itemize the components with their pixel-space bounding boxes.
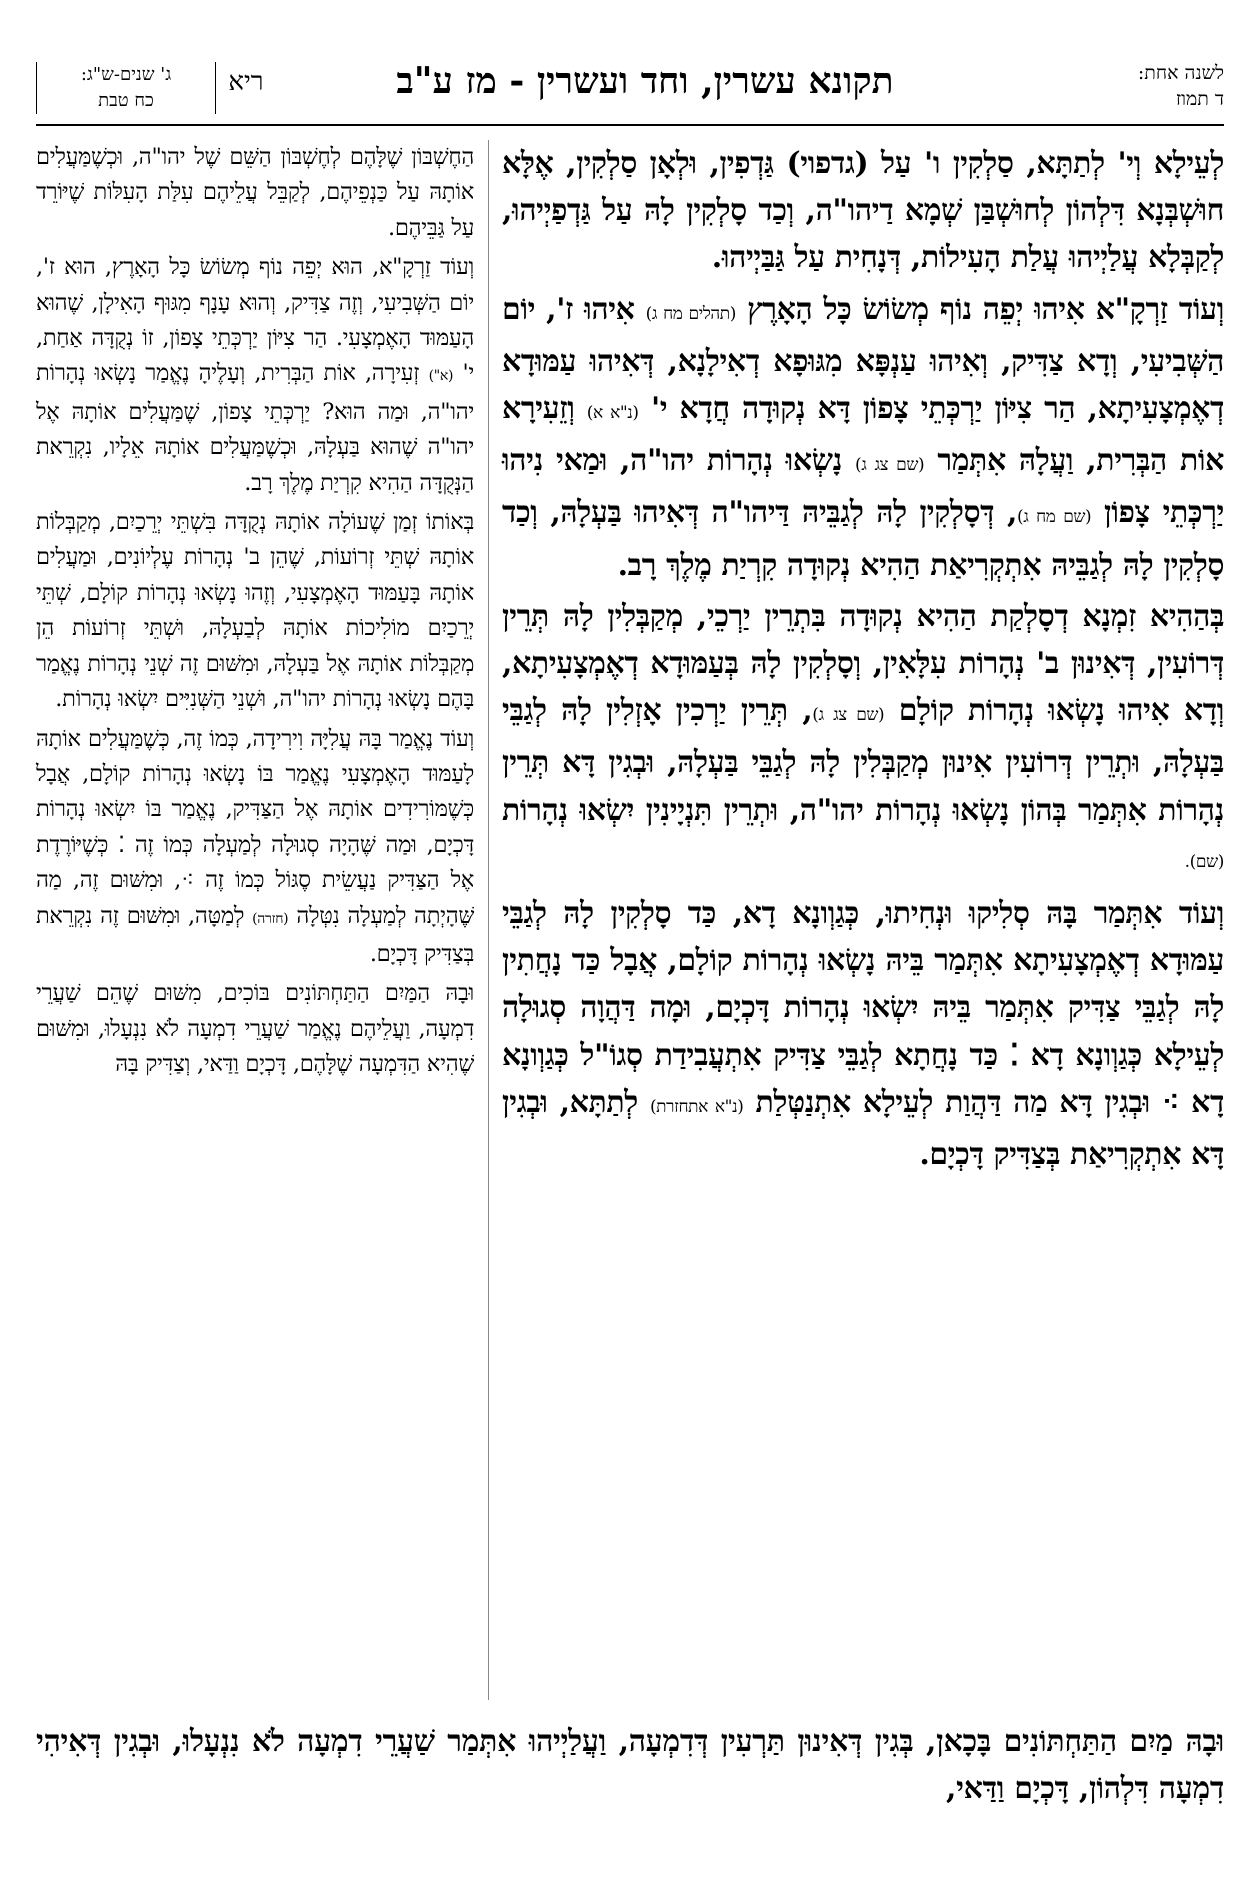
- page-header: [36, 52, 1224, 126]
- daily-schedule-three-years: [36, 62, 216, 114]
- source-reference: (תהלים מח ג): [645, 303, 736, 324]
- side-paragraph-3: בְּאוֹתוֹ זְמַן שֶׁעוֹלָה אוֹתָהּ נְקֻדָּה בִּשְׁתֵּי יְרֵכַיִם, מְקַבְּלוֹת אוֹתָהּ שְׁתֵּי זְרוֹעוֹת, שֶׁהֵן ב' נְהָרוֹת עֶלְיוֹנִים, וּמַעֲלִים אוֹתָהּ בָּעַמּוּד הָאֶמְצָעִי, וְזֶהוּ נָשְׂאוּ נְהָרוֹת קוֹלָם, שְׁתֵּי יְרֵכַיִם מוֹלִיכוֹת אוֹתָהּ לְבַעְלָהּ, וּשְׁתֵּי זְרוֹעוֹת הֵן מְקַבְּלוֹת אוֹתָהּ אֶל בַּעְלָהּ, וּמִשּׁוּם זֶה שְׁנֵי נְהָרוֹת נֶאֱמַר בָּהֶם נָשְׂאוּ נְהָרוֹת יהו"ה, וּשְׁנֵי הַשְּׁנִיִּים יִשְׂאוּ נְהָרוֹת.: [36, 509, 474, 713]
- source-reference: (נ"א אתחזרת): [649, 1096, 744, 1117]
- text-run: נָשְׂאוּ נְהָרוֹת יהו"ה, וּמַאי נִיהוּ יַרְכְּתֵי צָפוֹן: [502, 443, 1224, 531]
- text-run: , תְּרֵין יַרְכִין אָזְלִין לָהּ לְגַבֵּי בַּעְלָהּ, וּתְרֵין דְּרוֹעִין אִינוּן מְקַבְּלִין לָהּ לְגַבֵּי בַּעְלָהּ, וּבְגִין דָּא תְּרֵין נְהָרוֹת אִתְּמַר בְּהוֹן נָשְׂאוּ נְהָרוֹת יהו"ה, וּתְרֵין תִּנְיָינִין יִשְׂאוּ נְהָרוֹת: [502, 693, 1224, 828]
- header-left-block: [36, 62, 276, 122]
- source-reference: (שם מח ג): [1016, 507, 1092, 528]
- main-paragraph-1: לְעֵילָא וְי' לְתַתָּא, סַלְקִין ו' עַל (גדפוי) גַּדְפִין, וּלְאָן סַלְקִין, אֶלָּא חוּשְׁבְּנָא דִּלְהוֹן לְחוּשְׁבַּן שְׁמָא דַיהו"ה, וְכַד סָלְקִין לָהּ עַל גַּדְפַיְיהוּ, לְקַבְּלָא עֲלַיְיהוּ עֲלַת הָעִילוֹת, דְּנָחִית עַל גַּבַּיְיהוּ.: [502, 146, 1224, 276]
- source-reference: (א"): [428, 368, 454, 385]
- main-paragraph-2: [502, 286, 1224, 589]
- source-reference: (שם צג ג): [855, 455, 925, 476]
- hebrew-translation-column: [36, 140, 474, 1087]
- side-paragraph-5: וּבָהּ הַמַּיִם הַתַּחְתּוֹנִים בּוֹכִים, מִשּׁוּם שֶׁהֵם שַׁעֲרֵי דִמְעָה, וַעֲלֵיהֶם נֶאֱמַר שַׁעֲרֵי דִמְעָה לֹא נִנְעָלוּ, וּמִשּׁוּם שֶׁהִיא הַדִּמְעָה שֶׁלָּהֶם, דָּכְיָם וַדַּאי, וְצַדִּיק בָּהּ: [36, 980, 474, 1078]
- text-run: וְעוֹד זַרְקָ"א אִיהוּ יְפֵה נוֹף מְשׂוֹשׂ כָּל הָאָרֶץ: [747, 291, 1225, 327]
- text-run: בְּהַהִיא זִמְנָא דְסָלְקַת הַהִיא נְקוּדָה בִּתְרֵין יַרְכֵי, מְקַבְּלִין לָהּ תְּרֵין דְּרוֹעִין, דְּאִינוּן ב' נְהָרוֹת עִלָּאִין, וְסָלְקִין לָהּ בְּעַמּוּדָא דְאֶמְצָעִיתָא, וְדָא אִיהוּ נָשְׂאוּ נְהָרוֹת קוֹלָם: [502, 598, 1225, 729]
- text-run: וְזֵעִירָא אוֹת הַבְּרִית, וַעֲלָהּ אִתְּמַר: [502, 391, 1224, 479]
- main-aramaic-column: [502, 140, 1224, 1182]
- page-title: תקונא עשרין, וחד ועשרין - מז ע"ב: [396, 60, 894, 102]
- text-run: , דְּסָלְקִין לָהּ לְגַבֵּיהּ דַּיהו"ה דְּאִיהוּ בַּעְלָהּ, וְכַד סָלְקִין לָהּ לְגַבֵּיהּ אִתְקְרִיאַת הַהִיא נְקוּדָה קִרְיַת מֶלֶךְ רָב.: [502, 495, 1224, 583]
- main-paragraph-3: [502, 593, 1224, 886]
- text-run: וְעוֹד אִתְּמַר בָּהּ סְלִיקוּ וּנְחִיתוּ, כְּגַוְונָא דָא, כַּד סָלְקִין לָהּ לְגַבֵּי עַמּוּדָא דְאֶמְצָעִיתָא אִתְּמַר בֵּיהּ נָשְׂאוּ נְהָרוֹת קוֹלָם, אֲבָל כַּד נָחֲתִין לָהּ לְגַבֵּי צַדִּיק אִתְּמַר בֵּיהּ יִשְׂאוּ נְהָרוֹת דָּכְיָם, וּמָה דַּהֲוָה סְגוּלָה לְעֵילָא כְּגַוְונָא דָא ⁚ כַּד נָחֲתָא לְגַבֵּי צַדִּיק אִתְעֲבִידַת סְגוֹ"ל כְּגַוְונָא דָא ⁖ וּבְגִין דָּא מַה דַּהֲוַת לְעֵילָא אִתְנַטְּלַת: [502, 896, 1225, 1120]
- source-reference: (שם).: [1184, 851, 1224, 872]
- source-reference: (שם צג ג): [812, 705, 885, 726]
- text-run: וְעוֹד זַרְקָ"א, הוּא יְפֵה נוֹף מְשׂוֹשׂ כָּל הָאָרֶץ, הוּא ז', יוֹם הַשְּׁבִיעִי, וְזֶה צַדִּיק, וְהוּא עָנָף מִגּוּף הָאִילָן, שֶׁהוּא הָעַמּוּד הָאֶמְצָעִי. הַר צִיּוֹן יַרְכְּתֵי צָפוֹן, זוֹ נְקֻדָּה אַחַת, י': [36, 254, 475, 387]
- schedule-label: לשנה אחת:: [1137, 62, 1224, 84]
- column-divider: [488, 140, 489, 1700]
- schedule-date: ד תמוז: [1175, 88, 1224, 110]
- schedule3-date: כח טבת: [98, 90, 154, 111]
- text-run: זְעִירָה, אוֹת הַבְּרִית, וְעָלֶיהָ נֶאֱמַר נָשְׂאוּ נְהָרוֹת יהו"ה, וּמַה הוּא? יַרְכְּתֵי צָפוֹן, שֶׁמַּעֲלִים אוֹתָהּ אֶל יהו"ה שֶׁהוּא בַּעְלָהּ, וּכְשֶׁמַּעֲלִים אוֹתָהּ אֵלָיו, נִקְרֵאת הַנְּקֻדָּה הַהִיא קִרְיַת מֶלֶךְ רָב.: [36, 360, 474, 496]
- text-run: וְעוֹד נֶאֱמַר בָּהּ עֲלִיָּה וִירִידָה, כְּמוֹ זֶה, כְּשֶׁמַּעֲלִים אוֹתָהּ לָעַמּוּד הָאֶמְצָעִי נֶאֱמַר בּוֹ נָשְׂאוּ נְהָרוֹת קוֹלָם, אֲבָל כְּשֶׁמּוֹרִידִים אוֹתָהּ אֶל הַצַּדִּיק, נֶאֱמַר בּוֹ יִשְׂאוּ נְהָרוֹת דָּכְיָם, וּמַה שֶּׁהָיָה סְגוּלָה לְמַעְלָה כְּמוֹ זֶה ⁚ כְּשֶׁיּוֹרֶדֶת אֶל הַצַּדִּיק נַעֲשֵׂית סֶגּוֹל כְּמוֹ זֶה ⁖, וּמִשּׁוּם זֶה, מַה שֶּׁהָיְתָה לְמַעְלָה נִטְּלָה: [36, 725, 474, 929]
- side-paragraph-1: הַחֶשְׁבּוֹן שֶׁלָּהֶם לְחֶשְׁבּוֹן הַשֵּׁם שֶׁל יהו"ה, וּכְשֶׁמַּעֲלִים אוֹתָהּ עַל כַּנְפֵיהֶם, לְקַבֵּל עֲלֵיהֶם עִלַּת הָעִלּוֹת שֶׁיּוֹרֵד עַל גַּבֵּיהֶם.: [36, 144, 474, 241]
- side-paragraph-4: [36, 722, 474, 973]
- schedule3-label: ג' שנים-ש"ג:: [80, 64, 172, 85]
- text-run: לְמַטָּה, וּמִשּׁוּם זֶה נִקְרֵאת בְּצַדִּיק דָּכְיָם.: [36, 902, 474, 967]
- daily-schedule-one-year: [1044, 60, 1224, 112]
- main-paragraph-4: [502, 890, 1224, 1178]
- source-reference: (חזרה): [252, 910, 289, 927]
- page-number: ריא: [228, 67, 264, 97]
- side-paragraph-2: [36, 250, 474, 501]
- text-run: אִיהוּ ז', יוֹם הַשְּׁבִיעִי, וְדָא צַדִּיק, וְאִיהוּ עַנְפָּא מִגּוּפָא דְאִילָנָא, דְּאִיהוּ עַמּוּדָא דְאֶמְצָעִיתָא, הַר צִיּוֹן יַרְכְּתֵי צָפוֹן דָּא נְקוּדָה חֲדָא י': [502, 291, 1224, 427]
- text-run: לְתַתָּא, וּבְגִין דָּא אִתְקְרִיאַת בְּצַדִּיק דָּכְיָם.: [502, 1084, 1224, 1173]
- bottom-full-width-text: וּבָהּ מַיִם הַתַּחְתּוֹנִים בָּכָאן, בְּגִין דְּאִינוּן תַּרְעִין דְּדִמְעָה, וַעֲלַיְיהוּ אִתְּמַר שַׁעֲרֵי דִמְעָה לֹא נִנְעָלוּ, וּבְגִין דְּאִיהִי דִמְעָה דִּלְהוֹן, דָּכְיָם וַדַּאי,: [36, 1724, 1224, 1806]
- source-reference: (נ"א א): [586, 403, 639, 424]
